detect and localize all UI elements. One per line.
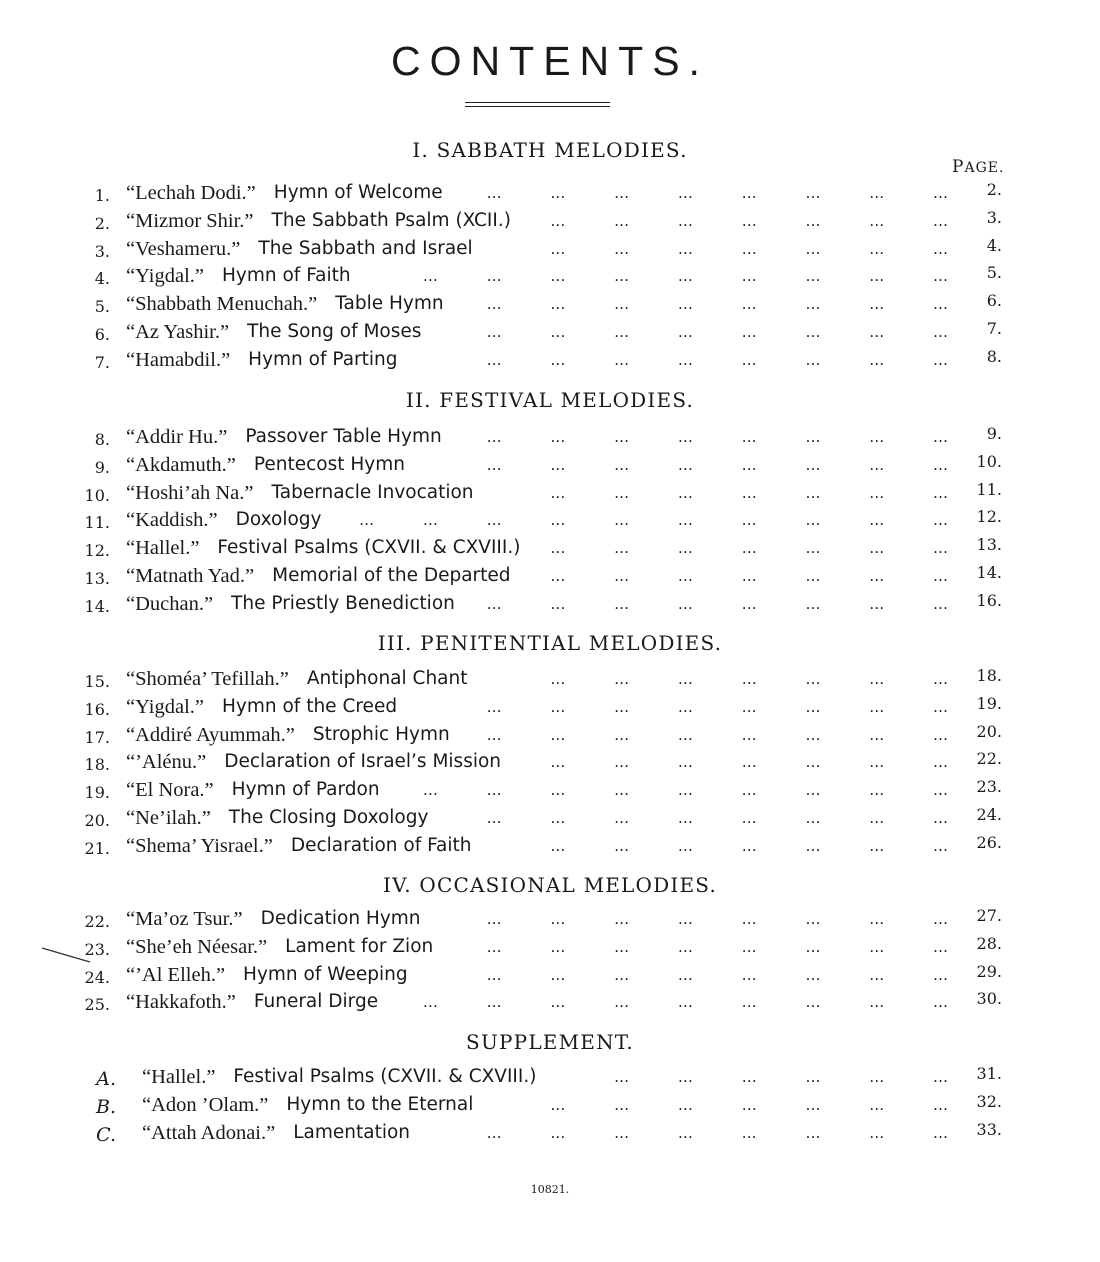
entry-title: “Attah Adonai.” xyxy=(142,1121,276,1144)
entry-page-number: 27. xyxy=(976,906,1002,925)
entry-description: Pentecost Hymn xyxy=(253,453,405,475)
entry-title: “Matnath Yad.” xyxy=(126,565,255,587)
leader-dots: … … … … … … xyxy=(614,1068,948,1086)
entry-description: Declaration of Faith xyxy=(290,834,472,856)
entry-title: “Duchan.” xyxy=(126,592,214,615)
toc-entry xyxy=(0,346,1100,377)
leader-dots: … … … … … … … … xyxy=(486,937,948,956)
toc-entry xyxy=(0,265,1100,293)
toc-entry xyxy=(0,451,1100,482)
leader-dots: … … … … … … … … xyxy=(486,184,948,202)
leader-dots: … … … … … … … xyxy=(550,483,948,502)
entry-number: 14. xyxy=(84,596,110,616)
entry-description: Strophic Hymn xyxy=(312,723,450,745)
leader-dots: … … … … … … … … … xyxy=(422,781,948,800)
entry-page-number: 20. xyxy=(976,721,1002,741)
toc-entry xyxy=(0,807,1100,835)
entry-title: “Hallel.” xyxy=(142,1066,216,1088)
entry-title: “Mizmor Shir.” xyxy=(126,209,254,232)
toc-entry xyxy=(0,1066,1100,1094)
entry-number: 11. xyxy=(84,513,110,533)
entry-title: “Shabbath Menuchah.” xyxy=(126,293,318,316)
entry-page-number: 3. xyxy=(986,207,1002,227)
entry-description: Hymn of Weeping xyxy=(243,963,408,985)
entry-title: “Hallel.” xyxy=(126,537,200,560)
leader-dots: … … … … … … … … xyxy=(486,295,948,314)
entry-page-number: 9. xyxy=(986,424,1002,443)
entry-title: “Ne’ilah.” xyxy=(126,807,211,829)
entry-page-number: 2. xyxy=(986,180,1002,199)
entry-title: “Yigdal.” xyxy=(126,695,204,718)
toc-entry xyxy=(0,693,1100,724)
leader-dots: … … … … … … … … xyxy=(486,910,948,928)
entry-description: Passover Table Hymn xyxy=(245,426,442,447)
section-heading: III. PENITENTIAL MELODIES. xyxy=(377,631,723,655)
entry-title: “Hoshi’ah Na.” xyxy=(126,481,254,504)
entry-description: Hymn of Pardon xyxy=(231,779,380,801)
entry-description: The Sabbath and Israel xyxy=(258,237,473,259)
toc-entry xyxy=(0,1091,1100,1122)
entry-title: “Ma’oz Tsur.” xyxy=(126,908,243,930)
entry-page-number: 32. xyxy=(976,1091,1002,1111)
leader-dots: … … … … … … … … xyxy=(486,594,948,613)
section-heading: IV. OCCASIONAL MELODIES. xyxy=(382,873,718,897)
entry-number: 22. xyxy=(84,912,110,931)
leader-dots: … … … … … … … … xyxy=(486,350,948,369)
entry-title: “’Al Elleh.” xyxy=(126,963,226,986)
entry-page-number: 14. xyxy=(976,563,1002,582)
entry-page-number: 16. xyxy=(976,590,1002,610)
toc-entry xyxy=(0,235,1100,266)
entry-number: 8. xyxy=(94,430,110,449)
entry-page-number: 24. xyxy=(976,805,1002,824)
entry-number: C. xyxy=(96,1123,116,1146)
entry-number: A. xyxy=(96,1068,116,1090)
entry-description: The Priestly Benediction xyxy=(231,592,455,614)
page-title: CONTENTS. xyxy=(391,38,709,84)
toc-entry xyxy=(0,207,1100,238)
entry-number: 20. xyxy=(84,811,110,830)
entry-number: 4. xyxy=(94,269,110,289)
entry-description: Hymn of Welcome xyxy=(273,182,443,203)
entry-description: Hymn of Parting xyxy=(248,348,398,370)
entry-title: “’Alénu.” xyxy=(126,751,207,774)
entry-number: 15. xyxy=(84,672,110,691)
title-rule xyxy=(465,102,610,107)
entry-number: 1. xyxy=(94,186,110,205)
section-heading: II. FESTIVAL MELODIES. xyxy=(405,388,695,412)
entry-number: 2. xyxy=(94,213,110,233)
entry-page-number: 29. xyxy=(976,961,1002,981)
entry-number: 21. xyxy=(84,838,110,858)
entry-title: “Az Yashir.” xyxy=(126,321,230,343)
entry-description: Antiphonal Chant xyxy=(306,668,468,689)
entry-description: Hymn to the Eternal xyxy=(286,1093,474,1115)
entry-page-number: 23. xyxy=(976,777,1002,797)
entry-number: 24. xyxy=(84,967,110,987)
toc-entry xyxy=(0,509,1100,537)
leader-dots: … … … … … … … … xyxy=(486,455,948,474)
entry-number: 3. xyxy=(94,241,110,261)
entry-page-number: 11. xyxy=(976,479,1002,499)
entry-page-number: 7. xyxy=(986,319,1002,338)
leader-dots: … … … … … … … … … … xyxy=(359,511,948,530)
entry-description: Funeral Dirge xyxy=(253,991,379,1013)
leader-dots: … … … … … … … xyxy=(550,836,948,855)
entry-number: 5. xyxy=(94,297,110,317)
section-heading: I. SABBATH MELODIES. xyxy=(412,138,688,162)
pencil-mark xyxy=(40,944,96,968)
entry-title: “Addiré Ayummah.” xyxy=(126,723,295,746)
entry-page-number: 4. xyxy=(986,235,1002,255)
toc-entry xyxy=(0,668,1100,696)
leader-dots: … … … … … … … xyxy=(550,567,948,585)
entry-page-number: 30. xyxy=(976,989,1002,1009)
leader-dots: … … … … … … … … xyxy=(486,697,948,716)
entry-page-number: 5. xyxy=(986,263,1002,283)
toc-entry xyxy=(0,479,1100,510)
entry-number: 23. xyxy=(84,939,110,959)
entry-description: Festival Psalms (CXVII. & CXVIII.) xyxy=(217,537,521,559)
toc-entry xyxy=(0,293,1100,321)
leader-dots: … … … … … … … … xyxy=(486,725,948,744)
printer-signature: 10821. xyxy=(530,1183,570,1196)
entry-page-number: 6. xyxy=(986,291,1002,311)
entry-description: Table Hymn xyxy=(335,293,444,315)
entry-number: 10. xyxy=(84,485,110,505)
toc-entry xyxy=(0,537,1100,565)
entry-description: The Song of Moses xyxy=(247,321,422,342)
entry-title: “Hakkafoth.” xyxy=(126,991,236,1014)
entry-number: 6. xyxy=(94,325,110,344)
leader-dots: … … … … … … … … xyxy=(486,428,948,446)
entry-description: The Closing Doxology xyxy=(228,807,429,828)
entry-description: The Sabbath Psalm (XCII.) xyxy=(271,209,511,231)
entry-page-number: 26. xyxy=(976,832,1002,852)
leader-dots: … … … … … … … … … xyxy=(422,993,948,1012)
entry-number: 13. xyxy=(84,569,110,588)
entry-number: 9. xyxy=(94,457,110,477)
entry-number: 12. xyxy=(84,541,110,561)
entry-page-number: 12. xyxy=(976,507,1002,527)
toc-entry xyxy=(0,908,1100,936)
toc-entry xyxy=(0,751,1100,779)
entry-number: 17. xyxy=(84,727,110,747)
leader-dots: … … … … … … … … xyxy=(486,1123,948,1142)
section-heading: SUPPLEMENT. xyxy=(466,1030,634,1054)
leader-dots: … … … … … … … xyxy=(550,1095,948,1114)
entry-title: “Veshameru.” xyxy=(126,237,241,260)
entry-page-number: 13. xyxy=(976,535,1002,555)
entry-number: 19. xyxy=(84,783,110,803)
entry-title: “Hamabdil.” xyxy=(126,348,231,371)
entry-page-number: 18. xyxy=(976,666,1002,685)
entry-number: B. xyxy=(95,1095,116,1118)
entry-page-number: 10. xyxy=(976,451,1002,471)
toc-entry xyxy=(0,565,1100,593)
entry-page-number: 19. xyxy=(976,693,1002,713)
entry-number: 7. xyxy=(94,352,110,372)
entry-description: Hymn of Faith xyxy=(222,265,351,287)
toc-entry xyxy=(0,721,1100,752)
toc-entry xyxy=(0,832,1100,863)
leader-dots: … … … … … … … xyxy=(550,539,948,558)
entry-page-number: 33. xyxy=(976,1119,1002,1139)
entry-description: Memorial of the Departed xyxy=(272,565,511,586)
entry-description: Hymn of the Creed xyxy=(222,695,398,717)
entry-description: Lament for Zion xyxy=(285,935,434,957)
entry-title: “Addir Hu.” xyxy=(126,426,228,448)
entry-number: 18. xyxy=(84,755,110,775)
toc-entry xyxy=(0,426,1100,454)
leader-dots: … … … … … … … xyxy=(550,753,948,772)
entry-page-number: 31. xyxy=(976,1064,1002,1083)
entry-title: “Shoméa’ Tefillah.” xyxy=(126,668,289,690)
entry-page-number: 8. xyxy=(986,346,1002,366)
entry-description: Doxology xyxy=(235,509,322,531)
entry-title: “Kaddish.” xyxy=(126,509,218,532)
leader-dots: … … … … … … … xyxy=(550,670,948,688)
entry-number: 16. xyxy=(84,699,110,719)
entry-number: 25. xyxy=(84,995,110,1015)
entry-description: Festival Psalms (CXVII. & CXVIII.) xyxy=(233,1066,537,1087)
entry-description: Declaration of Israel’s Mission xyxy=(224,751,502,773)
leader-dots: … … … … … … … … … xyxy=(422,267,948,286)
entry-page-number: 22. xyxy=(976,749,1002,769)
page-column-label: PAGE. xyxy=(952,157,1005,177)
entry-title: “Adon ’Olam.” xyxy=(142,1093,269,1116)
entry-title: “El Nora.” xyxy=(126,779,214,802)
entry-page-number: 28. xyxy=(976,933,1002,953)
entry-description: Dedication Hymn xyxy=(260,908,421,929)
toc-entry xyxy=(0,321,1100,349)
entry-title: “Shema’ Yisrael.” xyxy=(126,834,273,857)
leader-dots: … … … … … … … … xyxy=(486,323,948,341)
entry-description: Lamentation xyxy=(293,1121,411,1143)
leader-dots: … … … … … … … … xyxy=(486,809,948,827)
leader-dots: … … … … … … … … xyxy=(486,965,948,984)
toc-entry xyxy=(0,182,1100,210)
leader-dots: … … … … … … … xyxy=(550,211,948,230)
toc-entry xyxy=(0,1119,1100,1150)
entry-title: “She’eh Néesar.” xyxy=(126,935,268,958)
entry-description: Tabernacle Invocation xyxy=(271,481,474,503)
entry-title: “Lechah Dodi.” xyxy=(126,182,256,204)
toc-entry xyxy=(0,590,1100,621)
leader-dots: … … … … … … … xyxy=(550,239,948,258)
toc-entry xyxy=(0,779,1100,807)
toc-entry xyxy=(0,961,1100,992)
toc-entry xyxy=(0,991,1100,1019)
entry-title: “Akdamuth.” xyxy=(126,453,236,476)
toc-entry xyxy=(0,933,1100,964)
entry-title: “Yigdal.” xyxy=(126,265,204,288)
